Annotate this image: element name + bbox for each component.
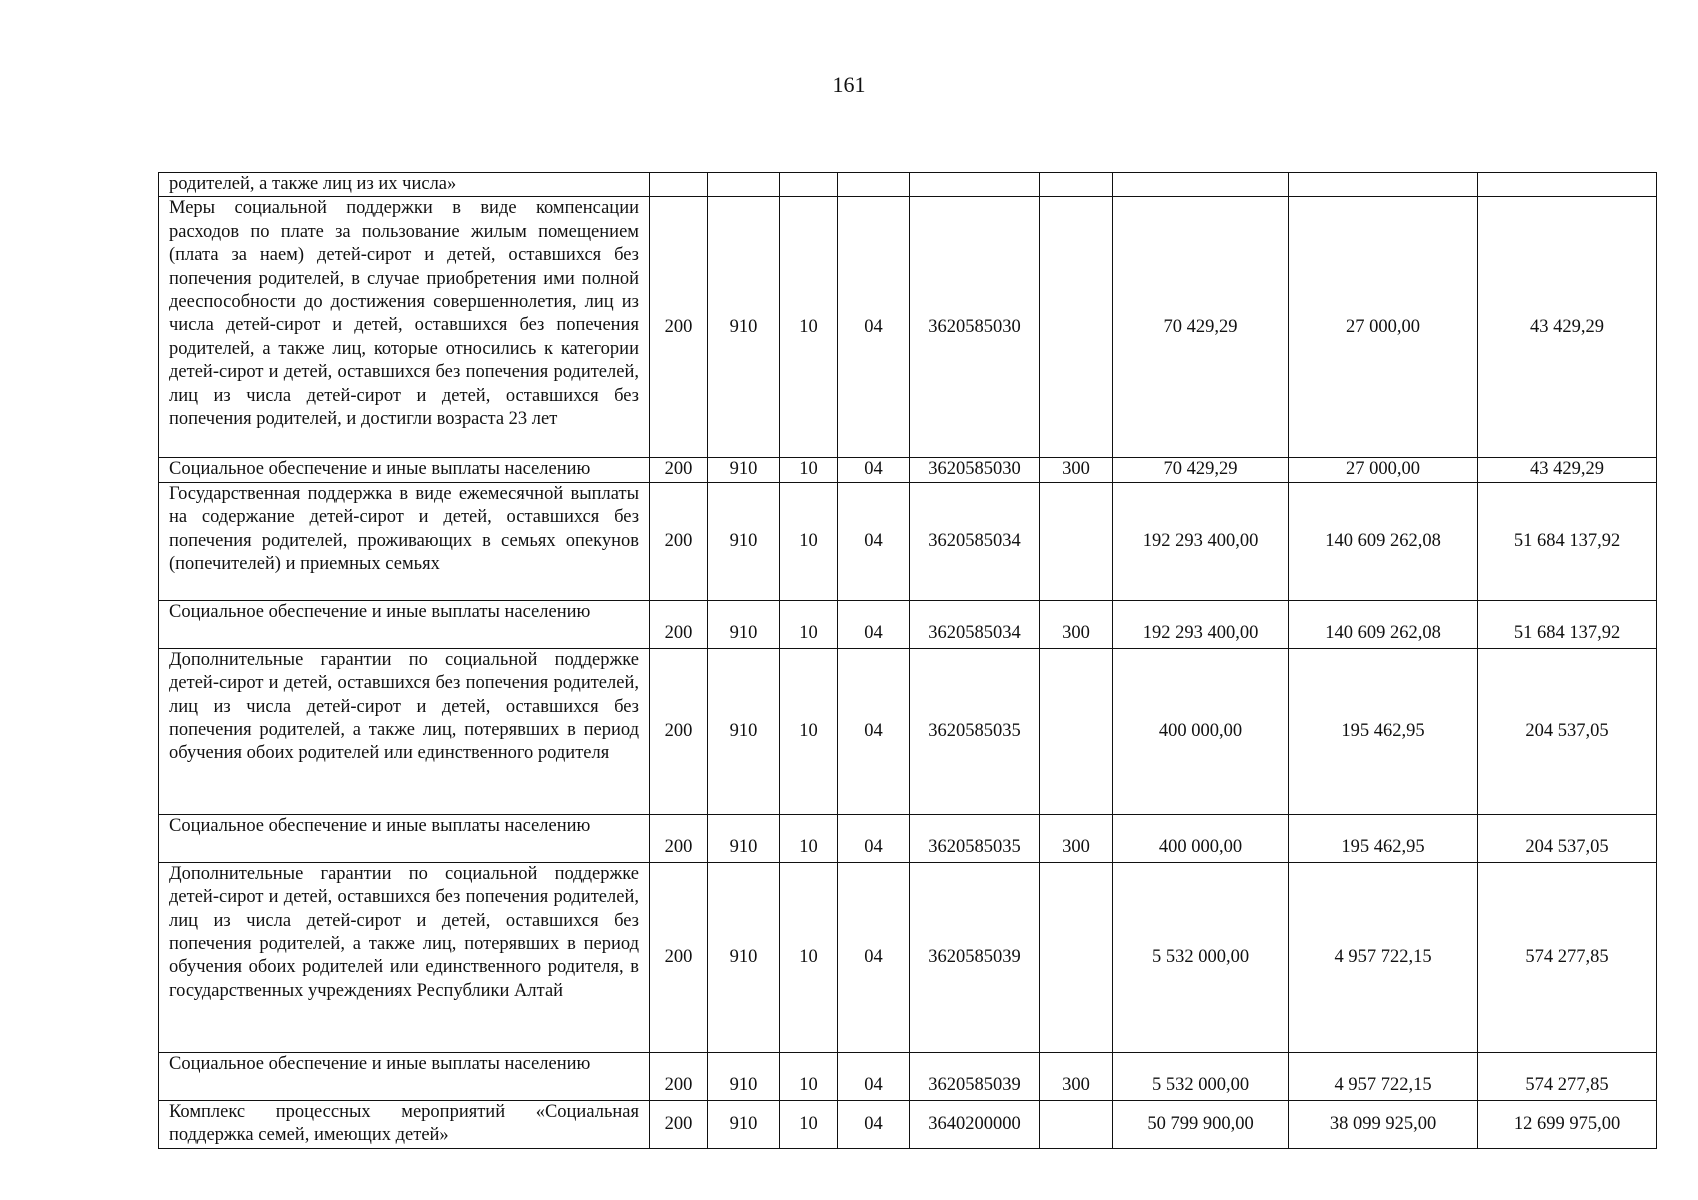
cell-code: 200 — [650, 458, 708, 482]
cell-amount: 140 609 262,08 — [1289, 600, 1478, 648]
cell-amount: 5 532 000,00 — [1113, 1052, 1289, 1100]
cell-code: 910 — [708, 1052, 780, 1100]
table-row — [159, 648, 1657, 814]
cell-code: 04 — [838, 458, 910, 482]
cell-code: 200 — [650, 814, 708, 862]
cell-code: 910 — [708, 1100, 780, 1148]
cell-code — [838, 173, 910, 197]
cell-code: 300 — [1040, 600, 1113, 648]
cell-code — [1040, 862, 1113, 1052]
row-description: Комплекс процессных мероприятий «Социальная поддержка семей, имеющих детей» — [159, 1100, 650, 1148]
budget-table — [158, 172, 1657, 1149]
cell-code: 300 — [1040, 458, 1113, 482]
table-row — [159, 862, 1657, 1052]
cell-amount: 43 429,29 — [1478, 197, 1657, 458]
cell-amount — [1113, 173, 1289, 197]
cell-amount: 38 099 925,00 — [1289, 1100, 1478, 1148]
cell-code: 910 — [708, 197, 780, 458]
cell-amount: 43 429,29 — [1478, 458, 1657, 482]
cell-code: 300 — [1040, 814, 1113, 862]
cell-code: 200 — [650, 600, 708, 648]
cell-code: 10 — [780, 458, 838, 482]
cell-amount: 400 000,00 — [1113, 814, 1289, 862]
table-row — [159, 173, 1657, 197]
cell-code — [1040, 482, 1113, 600]
row-description: родителей, а также лиц из их числа» — [159, 173, 650, 197]
cell-code — [1040, 197, 1113, 458]
cell-code: 3620585034 — [910, 600, 1040, 648]
cell-code: 3620585030 — [910, 197, 1040, 458]
row-description: Дополнительные гарантии по социальной поддержке детей-сирот и детей, оставшихся без попечения родителей, лиц из числа детей-сирот и детей, оставшихся без попечения родителей, а также лиц, потерявших в период обучения обоих родителей или единственного родителя, в государственных учреждениях Республики Алтай — [159, 862, 650, 1052]
cell-code: 10 — [780, 197, 838, 458]
cell-code: 10 — [780, 648, 838, 814]
cell-amount: 4 957 722,15 — [1289, 1052, 1478, 1100]
cell-amount: 27 000,00 — [1289, 197, 1478, 458]
table-row — [159, 458, 1657, 482]
cell-code: 04 — [838, 1100, 910, 1148]
table-row — [159, 482, 1657, 600]
cell-code: 04 — [838, 648, 910, 814]
cell-amount: 70 429,29 — [1113, 197, 1289, 458]
cell-code: 3620585039 — [910, 862, 1040, 1052]
table-row — [159, 1052, 1657, 1100]
table-row — [159, 197, 1657, 458]
page-number: 161 — [832, 72, 866, 97]
cell-code: 04 — [838, 600, 910, 648]
cell-amount: 192 293 400,00 — [1113, 600, 1289, 648]
cell-amount: 4 957 722,15 — [1289, 862, 1478, 1052]
cell-code: 910 — [708, 482, 780, 600]
cell-amount — [1289, 173, 1478, 197]
cell-amount: 70 429,29 — [1113, 458, 1289, 482]
row-description: Меры социальной поддержки в виде компенсации расходов по плате за пользование жилым помещением (плата за наем) детей-сирот и детей, оставшихся без попечения родителей, в случае приобретения ими полной дееспособности до достижения совершеннолетия, лиц из числа детей-сирот и детей, оставшихся без попечения родителей, а также лиц, которые относились к категории детей-сирот и детей, оставшихся без попечения родителей, лиц из числа детей-сирот и детей, оставшихся без попечения родителей, и достигли возраста 23 лет — [159, 197, 650, 458]
cell-amount: 204 537,05 — [1478, 648, 1657, 814]
row-description: Социальное обеспечение и иные выплаты населению — [159, 600, 650, 648]
cell-code: 10 — [780, 814, 838, 862]
cell-code: 3620585039 — [910, 1052, 1040, 1100]
cell-code: 3620585030 — [910, 458, 1040, 482]
cell-amount: 50 799 900,00 — [1113, 1100, 1289, 1148]
cell-amount: 400 000,00 — [1113, 648, 1289, 814]
row-description: Дополнительные гарантии по социальной поддержке детей-сирот и детей, оставшихся без попечения родителей, лиц из числа детей-сирот и детей, оставшихся без попечения родителей, а также лиц, потерявших в период обучения обоих родителей или единственного родителя — [159, 648, 650, 814]
row-description: Социальное обеспечение и иные выплаты населению — [159, 814, 650, 862]
cell-code: 10 — [780, 600, 838, 648]
cell-code: 200 — [650, 197, 708, 458]
cell-code: 200 — [650, 1052, 708, 1100]
cell-amount: 192 293 400,00 — [1113, 482, 1289, 600]
cell-code — [650, 173, 708, 197]
cell-code: 200 — [650, 1100, 708, 1148]
cell-amount: 140 609 262,08 — [1289, 482, 1478, 600]
cell-code: 3640200000 — [910, 1100, 1040, 1148]
cell-amount: 195 462,95 — [1289, 648, 1478, 814]
cell-code: 04 — [838, 482, 910, 600]
cell-amount — [1478, 173, 1657, 197]
cell-code: 200 — [650, 482, 708, 600]
cell-amount: 195 462,95 — [1289, 814, 1478, 862]
cell-amount: 51 684 137,92 — [1478, 482, 1657, 600]
cell-amount: 27 000,00 — [1289, 458, 1478, 482]
cell-code: 910 — [708, 648, 780, 814]
table-row — [159, 814, 1657, 862]
row-description: Социальное обеспечение и иные выплаты населению — [159, 1052, 650, 1100]
cell-amount: 5 532 000,00 — [1113, 862, 1289, 1052]
cell-code: 10 — [780, 482, 838, 600]
cell-code: 10 — [780, 1052, 838, 1100]
cell-code: 910 — [708, 862, 780, 1052]
cell-code: 10 — [780, 1100, 838, 1148]
cell-code: 10 — [780, 862, 838, 1052]
cell-code — [780, 173, 838, 197]
table-row — [159, 1100, 1657, 1148]
cell-code: 3620585034 — [910, 482, 1040, 600]
cell-code: 200 — [650, 648, 708, 814]
cell-code: 300 — [1040, 1052, 1113, 1100]
row-description: Социальное обеспечение и иные выплаты населению — [159, 458, 650, 482]
cell-code: 04 — [838, 814, 910, 862]
cell-code: 200 — [650, 862, 708, 1052]
cell-code: 04 — [838, 1052, 910, 1100]
cell-amount: 12 699 975,00 — [1478, 1100, 1657, 1148]
cell-code: 910 — [708, 814, 780, 862]
cell-code: 04 — [838, 862, 910, 1052]
cell-amount: 574 277,85 — [1478, 862, 1657, 1052]
cell-code: 3620585035 — [910, 648, 1040, 814]
row-description: Государственная поддержка в виде ежемесячной выплаты на содержание детей-сирот и детей, оставшихся без попечения родителей, проживающих в семьях опекунов (попечителей) и приемных семьях — [159, 482, 650, 600]
table-row — [159, 600, 1657, 648]
cell-amount: 574 277,85 — [1478, 1052, 1657, 1100]
cell-code: 910 — [708, 600, 780, 648]
cell-code: 04 — [838, 197, 910, 458]
cell-code — [1040, 1100, 1113, 1148]
cell-code — [910, 173, 1040, 197]
cell-code — [1040, 648, 1113, 814]
cell-amount: 204 537,05 — [1478, 814, 1657, 862]
cell-amount: 51 684 137,92 — [1478, 600, 1657, 648]
cell-code: 3620585035 — [910, 814, 1040, 862]
cell-code: 910 — [708, 458, 780, 482]
cell-code — [708, 173, 780, 197]
cell-code — [1040, 173, 1113, 197]
